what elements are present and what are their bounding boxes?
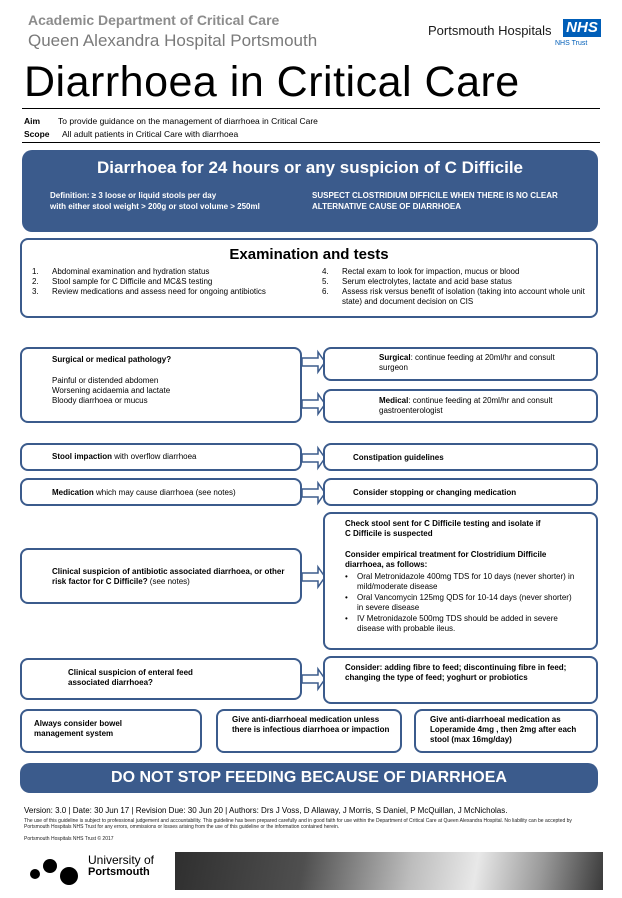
decorative-stripe-graphic <box>175 852 603 890</box>
medical-action-box <box>323 389 598 423</box>
enteral-question: Clinical suspicion of enteral feed associated diarrhoea? <box>68 668 193 687</box>
surgical-signs <box>52 376 170 406</box>
scope-text: All adult patients in Critical Care with diarrhoea <box>62 129 239 139</box>
list-item: • Oral Metronidazole 400mg TDS for 10 days (never shorter) in mild/moderate disease <box>345 572 575 591</box>
nhs-trust-label: NHS Trust <box>555 40 588 47</box>
banner-title: Diarrhoea for 24 hours or any suspicion of C Difficile <box>96 158 524 177</box>
cdiff-question: Clinical suspicion of antibiotic associated diarrhoea, or other risk factor for C Difficile? (see notes) <box>52 567 285 586</box>
enteral-action-box <box>323 656 598 704</box>
constipation-text: Constipation guidelines <box>353 453 444 462</box>
cdiff-check-text: Check stool sent for C Difficile testing and isolate if C Difficile is suspected <box>345 519 541 538</box>
medication-text: Medication which may cause diarrhoea (see notes) <box>52 488 236 497</box>
sign-item: Bloody diarrhoea or mucus <box>52 396 148 405</box>
bullet-icon: • <box>345 572 348 581</box>
stop-medication-box <box>323 478 598 506</box>
disclaimer-text: The use of this guideline is subject to professional judgement and accountability. This guideline has been prepared carefully and in good faith for use within the Department of Critical Care at Queen Alexandra Hospital. No liability can be accepted by Portsmouth Hospitals NHS Trust for any errors, ommissions or losses arising from the use of this guideline or the information contained herein. <box>24 818 572 830</box>
surgical-question: Surgical or medical pathology? <box>52 355 172 364</box>
loperamide-box <box>414 709 598 753</box>
bowel-management-text: Always consider bowel management system <box>34 719 123 738</box>
copyright-text: Portsmouth Hospitals NHS Trust © 2017 <box>24 836 114 842</box>
cdiff-treatment-list <box>345 572 575 634</box>
page-title: Diarrhoea in Critical Care <box>24 58 520 106</box>
exam-item: 6. Assess risk versus benefit of isolation (taking into account whole unit state) and document decision on CIS <box>322 287 585 306</box>
definition-line-2: with either stool weight > 200g or stool volume > 250ml <box>50 202 260 211</box>
exam-item: 2. Stool sample for C Difficile and MC&S testing <box>32 277 213 286</box>
enteral-feed-box <box>20 658 302 700</box>
constipation-box <box>323 443 598 471</box>
sign-item: Worsening acidaemia and lactate <box>52 386 171 395</box>
bullet-icon: • <box>345 593 348 602</box>
version-line: Version: 3.0 | Date: 30 Jun 17 | Revision Due: 30 Jun 20 | Authors: Drs J Voss, D Allaway, J Morris, S Daniel, P McQuillan, J McNicholas. <box>24 806 508 815</box>
exam-item: 5. Serum electrolytes, lactate and acid base status <box>322 277 512 286</box>
university-name-line1: University of <box>88 853 155 867</box>
medical-action-text: Medical: continue feeding at 20ml/hr and consult gastroenterologist <box>379 396 553 415</box>
cdiff-consider-text: Consider empirical treatment for Clostridium Difficile diarrhoea, as follows: <box>345 550 547 569</box>
examination-title: Examination and tests <box>229 246 389 263</box>
anti-diarrhoeal-text: Give anti-diarrhoeal medication unless there is infectious diarrhoea or impaction <box>232 715 390 734</box>
anti-diarrhoeal-box <box>216 709 402 753</box>
scope-label: Scope <box>24 129 50 139</box>
loperamide-text: Give anti-diarrhoeal medication as Loperamide 4mg , then 2mg after each stool (max 16mg/day) <box>430 715 577 744</box>
suspect-cdiff-text: SUSPECT CLOSTRIDIUM DIFFICILE WHEN THERE IS NO CLEAR ALTERNATIVE CAUSE OF DIARRHOEA <box>312 191 558 211</box>
nhs-logo: NHS <box>563 19 601 37</box>
aim-text: To provide guidance on the management of diarrhoea in Critical Care <box>58 116 318 126</box>
exam-item: 1. Abdominal examination and hydration status <box>32 267 210 276</box>
medication-box <box>20 478 302 506</box>
sign-item: Painful or distended abdomen <box>52 376 159 385</box>
exam-item: 4. Rectal exam to look for impaction, mucus or blood <box>322 267 520 276</box>
list-item: • Oral Vancomycin 125mg QDS for 10-14 days (never shorter) in severe disease <box>345 593 572 612</box>
hospital-name: Queen Alexandra Hospital Portsmouth <box>28 31 318 50</box>
university-name-line2: Portsmouth <box>88 866 150 878</box>
stop-medication-text: Consider stopping or changing medication <box>353 488 517 497</box>
do-not-stop-feeding-banner: DO NOT STOP FEEDING BECAUSE OF DIARRHOEA <box>20 763 598 793</box>
stool-impaction-text: Stool impaction with overflow diarrhoea <box>52 452 197 461</box>
definition-line-1: Definition: ≥ 3 loose or liquid stools per day <box>50 191 217 200</box>
surgical-medical-box <box>20 347 302 423</box>
cdiff-treatment-box <box>323 512 598 650</box>
bullet-icon: • <box>345 614 348 623</box>
cdiff-suspicion-box <box>20 548 302 604</box>
department-name: Academic Department of Critical Care <box>28 12 280 28</box>
enteral-action-text: Consider: adding fibre to feed; discontinuing fibre in feed; changing the type of feed; yoghurt or probiotics <box>345 663 567 682</box>
stool-impaction-box <box>20 443 302 471</box>
exam-item: 3. Review medications and assess need for ongoing antibiotics <box>32 287 266 296</box>
bowel-management-box <box>20 709 202 753</box>
trust-name: Portsmouth Hospitals <box>428 23 552 38</box>
aim-label: Aim <box>24 116 41 126</box>
surgical-action-box <box>323 347 598 381</box>
surgical-action-text: Surgical: continue feeding at 20ml/hr and consult surgeon <box>379 353 555 372</box>
list-item: • IV Metronidazole 500mg TDS should be added in severe disease with probable ileus. <box>345 614 558 633</box>
